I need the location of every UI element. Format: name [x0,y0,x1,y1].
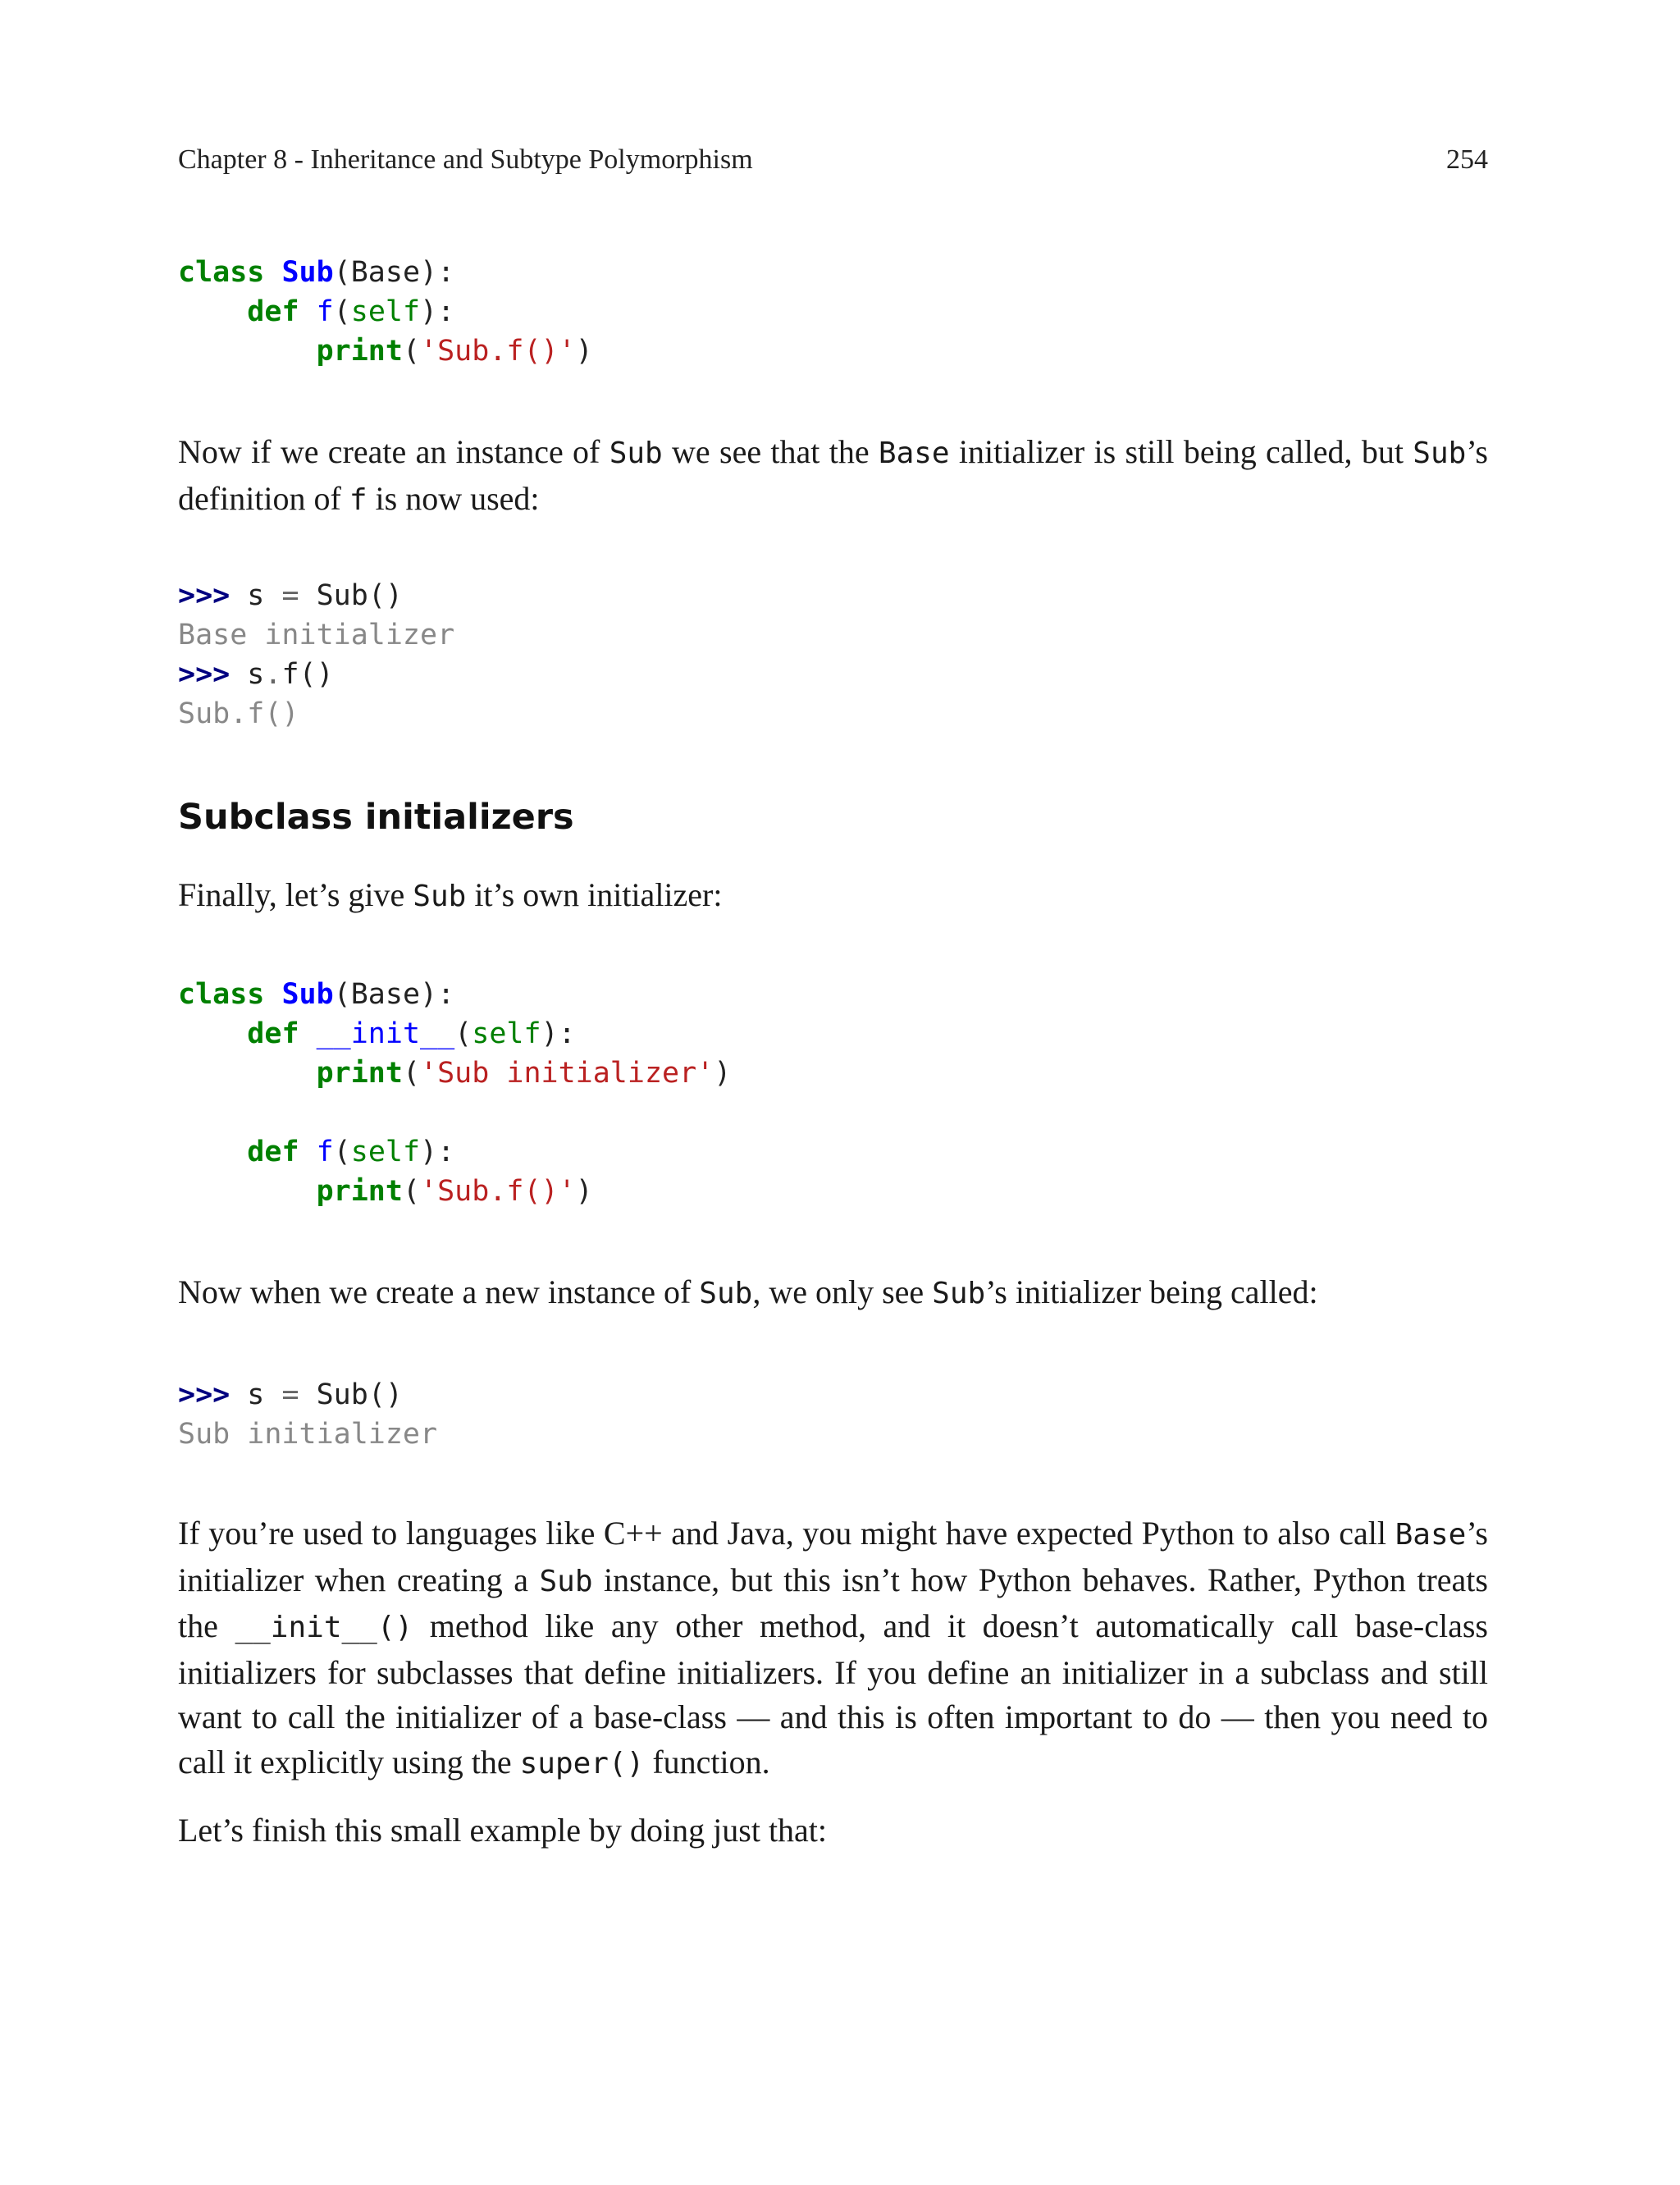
text-run: ’s initializer when creating a [178,1515,1488,1598]
inline-code: Sub [413,880,467,913]
text-run: ’s definition of [178,433,1488,517]
paragraph-3 [178,1270,1488,1317]
text-run: it’s own initializer: [466,876,723,913]
code-punct: ( [333,1136,351,1168]
section-heading: Subclass initializers [178,797,574,838]
text-run: initializer is still being called, but [949,433,1413,470]
inline-code: Base [878,437,950,470]
code-punct: ( [402,335,421,368]
code-text: s [247,579,265,612]
code-string: 'Sub.f()' [420,1175,576,1208]
code-punct: ( [402,1175,421,1208]
text-run: Let’s finish this small example by doing just that: [178,1812,828,1849]
inline-code: Sub [699,1277,753,1310]
code-string: 'Sub initializer' [420,1057,714,1090]
code-punct: ): [541,1017,576,1050]
paragraph-1 [178,430,1488,523]
repl-prompt: >>> [178,1378,231,1411]
code-function-name: f [316,1136,334,1168]
book-page [178,0,1488,2185]
code-function-name: __init__ [316,1017,455,1050]
code-keyword: def [247,295,299,328]
code-operator: . [264,658,282,691]
repl-output: Base initializer [178,619,455,651]
code-punct: ( [454,1017,472,1050]
code-class-name: Sub [281,256,334,289]
code-operator: = [281,579,299,612]
text-run: Finally, let’s give [178,876,413,913]
repl-output: Sub.f() [178,697,299,730]
inline-code: Sub [539,1564,593,1598]
code-keyword: def [247,1136,299,1168]
code-punct: ( [333,295,351,328]
text-run: , we only see [752,1273,933,1310]
code-punct: ): [420,295,455,328]
code-punct: ) [714,1057,732,1090]
code-keyword: class [178,978,265,1011]
repl-prompt: >>> [178,658,231,691]
repl-block-2 [178,1375,437,1454]
code-text: s [247,658,265,691]
code-self: self [350,295,421,328]
code-self: self [472,1017,541,1050]
code-punct: ) [575,1175,593,1208]
text-run: function. [644,1743,770,1780]
running-header [178,144,1488,185]
repl-prompt: >>> [178,579,231,612]
inline-code: __init__() [235,1611,413,1644]
inline-code: Base [1395,1518,1467,1552]
repl-block-1 [178,576,454,734]
paragraph-2 [178,873,1488,920]
text-run: If you’re used to languages like C++ and Java, you might have expected Python to also call [178,1515,1395,1552]
inline-code: super() [519,1746,645,1780]
text-run: method like any other method, and it doesn’t automatically call base-class initializers for subclasses that define initializers. If you define an initializer in a subclass and still want to call the initializer of a base-class — and this is often important to do — then you need to call it explicitly using the [178,1607,1488,1780]
code-builtin: print [316,1057,403,1090]
code-operator: = [281,1378,299,1411]
code-string: 'Sub.f()' [420,335,576,368]
text-run: instance, but this isn’t how Python behaves. Rather, Python treats the [178,1561,1488,1644]
code-keyword: class [178,256,265,289]
text-run: Now if we create an instance of [178,433,609,470]
code-block-sub-class [178,253,593,371]
code-text: Sub() [316,1378,403,1411]
code-class-name: Sub [281,978,334,1011]
inline-code: Sub [609,437,663,470]
text-run: ’s initializer being called: [985,1273,1318,1310]
code-punct: ) [575,335,593,368]
inline-code: Sub [1413,437,1467,470]
code-text: (Base): [333,256,455,289]
code-keyword: def [247,1017,299,1050]
code-function-name: f [316,295,334,328]
code-text: (Base): [333,978,455,1011]
code-block-sub-class-init [178,975,731,1211]
page-number: 254 [1446,144,1488,175]
code-punct: ( [402,1057,421,1090]
text-run: is now used: [367,479,540,517]
repl-output: Sub initializer [178,1418,438,1451]
code-text: f() [281,658,334,691]
paragraph-4 [178,1511,1488,1786]
chapter-title: Chapter 8 - Inheritance and Subtype Polymorphism [178,144,753,175]
code-text: Sub() [316,579,403,612]
paragraph-5 [178,1808,1488,1854]
code-text: s [247,1378,265,1411]
inline-code: Sub [932,1277,986,1310]
code-self: self [350,1136,421,1168]
code-punct: ): [420,1136,455,1168]
text-run: we see that the [662,433,879,470]
inline-code: f [349,482,368,517]
text-run: Now when we create a new instance of [178,1273,700,1310]
code-builtin: print [316,1175,403,1208]
code-builtin: print [316,335,403,368]
